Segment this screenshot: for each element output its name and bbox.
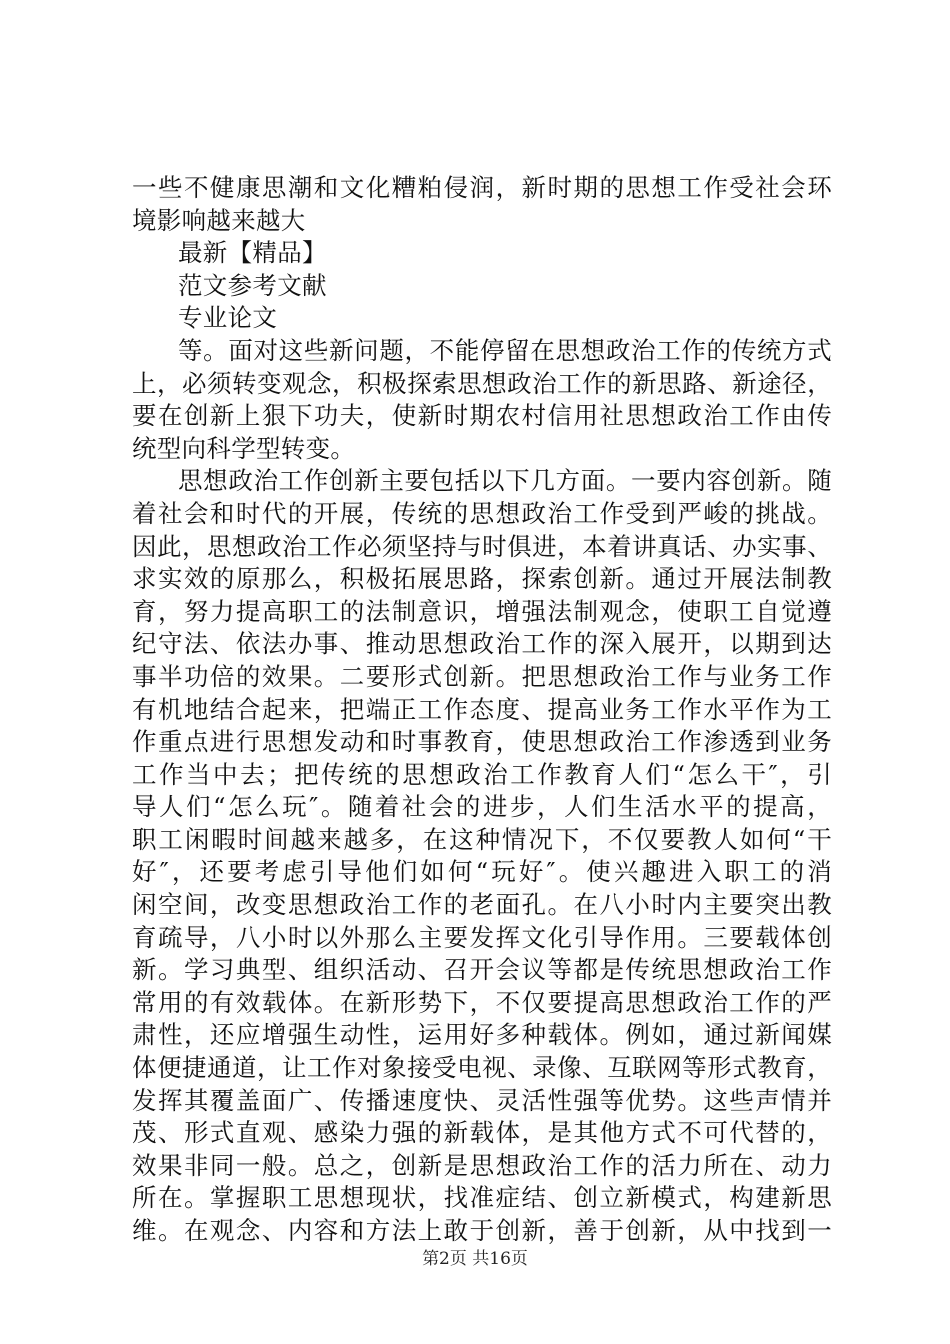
text-line: 因此，思想政治工作必须坚持与时俱进，本着讲真话、办实事、 [132, 531, 832, 561]
text-line: 着社会和时代的开展，传统的思想政治工作受到严峻的挑战。 [132, 498, 832, 528]
text-line: 境影响越来越大 [132, 205, 306, 235]
text-line: 一些不健康思潮和文化糟粕侵润，新时期的思想工作受社会环 [132, 173, 832, 202]
text-line: 思想政治工作创新主要包括以下几方面。一要内容创新。随 [178, 466, 832, 496]
text-line: 事半功倍的效果。二要形式创新。把思想政治工作与业务工作 [132, 661, 832, 691]
text-line: 要在创新上狠下功夫，使新时期农村信用社思想政治工作由传 [132, 401, 832, 431]
text-line: 求实效的原那么，积极拓展思路，探索创新。通过开展法制教 [132, 564, 832, 594]
text-line: 育疏导，八小时以外那么主要发挥文化引导作用。三要载体创 [132, 922, 832, 952]
text-line: 纪守法、依法办事、推动思想政治工作的深入展开，以期到达 [132, 629, 832, 659]
heading-line: 范文参考文献 [178, 270, 327, 300]
text-line: 肃性，还应增强生动性，运用好多种载体。例如，通过新闻媒 [132, 1020, 832, 1050]
text-line: 效果非同一般。总之，创新是思想政治工作的活力所在、动力 [132, 1150, 832, 1180]
text-line: 新。学习典型、组织活动、召开会议等都是传统思想政治工作 [132, 955, 832, 985]
text-line: 维。在观念、内容和方法上敢于创新，善于创新，从中找到一 [132, 1216, 832, 1245]
heading-line: 专业论文 [178, 303, 278, 333]
text-line: 工作当中去；把传统的思想政治工作教育人们“怎么干″，引 [132, 759, 832, 789]
text-line: 上，必须转变观念，积极探索思想政治工作的新思路、新途径， [132, 368, 832, 398]
text-line: 有机地结合起来，把端正工作态度、提高业务工作水平作为工 [132, 694, 832, 724]
text-line: 统型向科学型转变。 [132, 433, 356, 463]
text-line: 导人们“怎么玩″。随着社会的进步，人们生活水平的提高， [132, 792, 832, 822]
text-line: 体便捷通道，让工作对象接受电视、录像、互联网等形式教育， [132, 1053, 832, 1083]
text-line: 作重点进行思想发动和时事教育，使思想政治工作渗透到业务 [132, 727, 832, 757]
text-line: 茂、形式直观、感染力强的新载体，是其他方式不可代替的， [132, 1118, 832, 1148]
heading-line: 最新【精品】 [178, 238, 327, 268]
text-line: 等。面对这些新问题，不能停留在思想政治工作的传统方式 [178, 335, 832, 365]
page-footer: 第2页 共16页 [422, 1249, 528, 1269]
text-line: 所在。掌握职工思想现状，找准症结、创立新模式，构建新思 [132, 1183, 832, 1213]
document-body [132, 172, 832, 1248]
text-line: 职工闲暇时间越来越多，在这种情况下，不仅要教人如何“干 [132, 824, 832, 854]
text-line: 好″，还要考虑引导他们如何“玩好″。使兴趣进入职工的消 [132, 857, 832, 887]
text-line: 常用的有效载体。在新形势下，不仅要提高思想政治工作的严 [132, 987, 832, 1017]
text-line: 发挥其覆盖面广、传播速度快、灵活性强等优势。这些声情并 [132, 1085, 832, 1115]
text-line: 闲空间，改变思想政治工作的老面孔。在八小时内主要突出教 [132, 890, 832, 920]
text-line: 育，努力提高职工的法制意识，增强法制观念，使职工自觉遵 [132, 596, 832, 626]
